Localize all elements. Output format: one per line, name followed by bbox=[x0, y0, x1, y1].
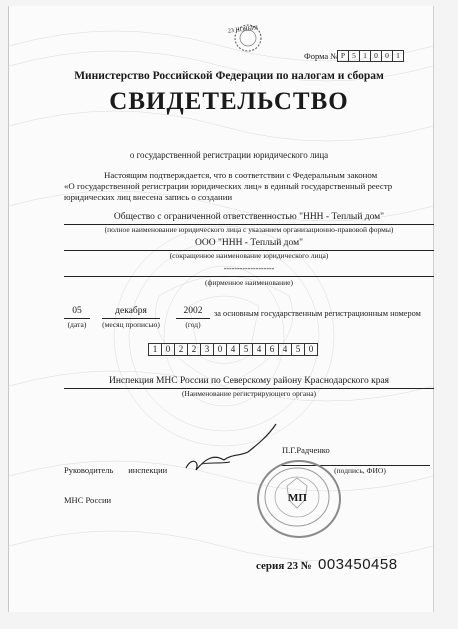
firm-name-caption: (фирменное наименование) bbox=[205, 278, 293, 287]
ogrn-digit: 2 bbox=[187, 343, 201, 356]
firm-name-value: ------------------- bbox=[223, 264, 275, 273]
full-name-value: Общество с ограниченной ответственностью "ННН - Теплый дом" bbox=[113, 212, 385, 222]
serial-label: серия 23 № bbox=[256, 560, 312, 572]
form-code-cell: Р bbox=[337, 50, 349, 62]
intro-line: юридических лиц внесена запись о создании bbox=[64, 192, 233, 202]
authority-value: Инспекция МНС России по Северскому району Краснодарского края bbox=[108, 376, 390, 386]
ogrn-digit: 2 bbox=[174, 343, 188, 356]
firm-name-line bbox=[64, 276, 434, 277]
form-code-cell: 1 bbox=[392, 50, 404, 62]
reg-day-caption: (дата) bbox=[67, 320, 87, 329]
signature-caption: (подпись, ФИО) bbox=[334, 466, 386, 475]
reg-month: декабря bbox=[115, 306, 147, 316]
ministry-heading: Министерство Российской Федерации по налогам и сборам bbox=[74, 70, 384, 82]
form-label: Форма № bbox=[304, 51, 339, 61]
stamp-text: 23 НОЯБРЯ bbox=[227, 25, 259, 35]
intro-line: «О государственной регистрации юридических лиц» в единый государственный реестр bbox=[64, 181, 393, 191]
form-code-cell: 5 bbox=[348, 50, 360, 62]
form-code-cell: 0 bbox=[381, 50, 393, 62]
form-code-cell: 1 bbox=[359, 50, 371, 62]
reg-day: 05 bbox=[72, 306, 82, 316]
seal-label: МП bbox=[288, 492, 307, 504]
short-name-value: ООО "ННН - Теплый дом" bbox=[195, 238, 303, 248]
authority-caption: (Наименование регистрирующего органа) bbox=[181, 389, 317, 398]
reg-year-line bbox=[176, 318, 210, 319]
signatory-name: П.Г.Радченко bbox=[282, 445, 330, 455]
reg-year: 2002 bbox=[183, 306, 203, 316]
document-subtitle: о государственной регистрации юридического лица bbox=[129, 150, 329, 160]
ogrn-digit: 0 bbox=[161, 343, 175, 356]
ogrn-digit: 4 bbox=[226, 343, 240, 356]
short-name-caption: (сокращенное наименование юридического лица) bbox=[169, 251, 329, 260]
reg-month-line bbox=[102, 318, 160, 319]
form-code-cells bbox=[338, 50, 404, 62]
ogrn-digit: 0 bbox=[213, 343, 227, 356]
ogrn-digit: 3 bbox=[200, 343, 214, 356]
ogrn-digit: 0 bbox=[304, 343, 318, 356]
full-name-caption: (полное наименование юридического лица с указанием организационно-правовой формы) bbox=[104, 225, 394, 234]
form-code-cell: 0 bbox=[370, 50, 382, 62]
ogrn-digit: 4 bbox=[278, 343, 292, 356]
intro-paragraph bbox=[64, 170, 434, 203]
serial-number: 003450458 bbox=[318, 556, 398, 573]
ogrn-digit: 6 bbox=[265, 343, 279, 356]
ogrn-digit: 1 bbox=[148, 343, 162, 356]
signatory-role-line: Руководитель инспекции bbox=[64, 465, 168, 475]
reg-day-line bbox=[64, 318, 90, 319]
signatory-role-line: МНС России bbox=[64, 495, 112, 505]
intro-line: Настоящим подтверждается, что в соответствии с Федеральным законом bbox=[104, 170, 378, 180]
ogrn-digit: 5 bbox=[291, 343, 305, 356]
ogrn-intro: за основным государственным регистрационным номером bbox=[214, 309, 421, 318]
signatory-role bbox=[64, 445, 167, 515]
ogrn-digit: 4 bbox=[252, 343, 266, 356]
reg-year-caption: (год) bbox=[185, 320, 201, 329]
ogrn-cells bbox=[149, 343, 318, 356]
document-title: СВИДЕТЕЛЬСТВО bbox=[109, 88, 349, 115]
ogrn-digit: 5 bbox=[239, 343, 253, 356]
reg-month-caption: (месяц прописью) bbox=[102, 320, 160, 329]
